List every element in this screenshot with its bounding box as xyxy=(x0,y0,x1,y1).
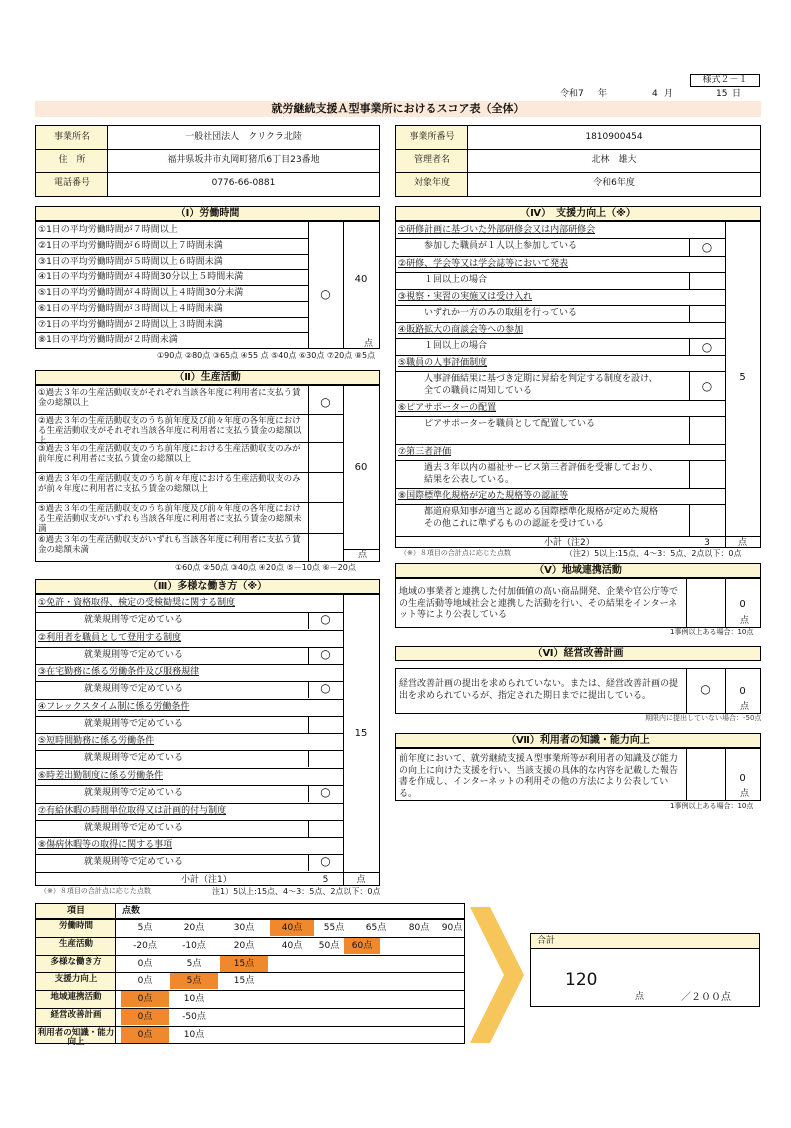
s4-item-sub: ピアサポーターを職員として配置している xyxy=(424,419,596,429)
total-value: 120 xyxy=(565,970,598,990)
summary-value: 15点 xyxy=(220,956,268,972)
s3-sub-line xyxy=(36,647,343,648)
summary-value: -10点 xyxy=(182,941,206,951)
s2-row: ⑤過去３年の生産活動収支のうち前年度及び前々年度の各年度における生産活動収支がいずれも当該各年度に利用者に支払う賃金の総額未満 xyxy=(38,504,302,535)
s3-subtotal-label: 小計（注1） xyxy=(181,875,232,885)
summary-value: 5点 xyxy=(186,959,202,969)
s1-row: ③1日の平均労働時間が５時間以上６時間未満 xyxy=(38,257,223,267)
s3-item-mark: ○ xyxy=(320,681,331,695)
summary-value: 65点 xyxy=(365,923,387,933)
s2-row-line xyxy=(36,533,343,534)
s4-table xyxy=(395,221,761,548)
s3-item-mark: ○ xyxy=(320,612,331,626)
s1-row: ⑦1日の平均労働時間が２時間以上３時間未満 xyxy=(38,320,223,330)
s1-unit: 点 xyxy=(364,339,374,349)
s3-item-sub: 就業規則等で定めている xyxy=(84,857,184,867)
address-label: 住 所 xyxy=(58,155,86,165)
s4-item-line xyxy=(396,289,725,290)
s3-item-line xyxy=(36,733,343,734)
summary-row-label: 労働時間 xyxy=(58,921,93,931)
s3-item-title: ①免許・資格取得、検定の受検勧奨に関する制度 xyxy=(38,598,236,608)
summary-row-line xyxy=(36,990,464,991)
s2-mark: ○ xyxy=(320,395,331,409)
year-label: 対象年度 xyxy=(413,178,450,188)
s3-item-line xyxy=(36,664,343,665)
summary-value: 40点 xyxy=(270,920,314,936)
page-title: 就労継続支援Ａ型事業所におけるスコア表（全体） xyxy=(35,101,761,117)
summary-col-item: 項目 xyxy=(66,906,85,916)
s4-item-line xyxy=(396,322,725,323)
s4-item-line xyxy=(396,444,725,445)
summary-value: 0点 xyxy=(137,976,153,986)
s3-item-line xyxy=(36,699,343,700)
s4-mark-col xyxy=(689,504,690,536)
s4-sub-line xyxy=(396,460,725,461)
manager: 北林 雄大 xyxy=(591,155,637,165)
s7-score: 0 xyxy=(739,773,746,784)
s3-table xyxy=(35,594,380,886)
s3-item-mark: ○ xyxy=(320,785,331,799)
s3-item-title: ⑦有給休暇の時間単位取得又は計画的付与制度 xyxy=(38,806,227,816)
s4-score: 5 xyxy=(739,372,746,383)
summary-value: 10点 xyxy=(183,994,205,1004)
s3-sub-line xyxy=(36,820,343,821)
total-max: ／２００点 xyxy=(681,992,731,1003)
s4-item-sub: １回以上の場合 xyxy=(424,341,488,351)
s5-score: 0 xyxy=(739,599,746,610)
s1-row: ①1日の平均労働時間が７時間以上 xyxy=(38,225,178,235)
s3-note-left: （※）８項目の合計点に応じた点数 xyxy=(40,887,151,895)
s3-sub-line xyxy=(36,750,343,751)
date-line xyxy=(560,89,750,101)
s1-table xyxy=(35,221,380,349)
summary-value: 90点 xyxy=(441,923,463,933)
s4-note-left: （※）８項目の合計点に応じた点数 xyxy=(400,549,511,557)
s1-row: ④1日の平均労働時間が４時間30分以上５時間未満 xyxy=(38,272,244,282)
s3-item-title: ⑧傷病休暇等の取得に関する事項 xyxy=(38,840,173,850)
s4-sub-line xyxy=(396,338,725,339)
s3-item-sub: 就業規則等で定めている xyxy=(84,753,184,763)
s3-mark-col xyxy=(308,750,309,767)
s3-item-title: ④フレックスタイム制に係る労働条件 xyxy=(38,702,190,712)
s4-item-sub: １回以上の場合 xyxy=(424,275,488,285)
s4-sub-line xyxy=(396,238,725,239)
s3-item-title: ⑤短時間勤務に係る労働条件 xyxy=(38,736,155,746)
s2-row-line xyxy=(36,502,343,503)
s1-row: ⑧1日の平均労働時間が２時間未満 xyxy=(38,335,178,345)
summary-value: 5点 xyxy=(170,973,218,989)
s3-sub-line xyxy=(36,681,343,682)
s4-item-sub: いずれか一方のみの取組を行っている xyxy=(424,308,578,318)
date-day-unit: 日 xyxy=(732,89,742,99)
s3-item-mark: ○ xyxy=(320,854,331,868)
s3-item-line xyxy=(36,837,343,838)
s1-row: ⑥1日の平均労働時間が３時間以上４時間未満 xyxy=(38,304,223,314)
s2-row: ②過去３年の生産活動収支のうち前年度及び前々年度の各年度における生産活動収支がそれぞれ当該各年度に利用者に支払う賃金の総額以上 xyxy=(38,416,302,447)
date-year-unit: 年 xyxy=(598,89,608,99)
summary-col-score: 点数 xyxy=(122,906,141,916)
s4-item-mark: ○ xyxy=(701,378,713,393)
s3-sub-line xyxy=(36,612,343,613)
s4-item-title: ⑥ピアサポーターの配置 xyxy=(398,403,497,413)
s6-note: 期限内に提出していない場合：-50点 xyxy=(645,714,762,722)
s4-item-sub: 都道府県知事が適当と認める国際標準化規格が定めた規格その他これに準ずるものの認証を受けている xyxy=(424,507,659,529)
s1-row-line xyxy=(36,238,308,239)
office-info-left xyxy=(35,125,380,197)
s4-item-title: ⑦第三者評価 xyxy=(398,447,452,457)
s2-score: 60 xyxy=(354,462,368,473)
s2-row: ③過去３年の生産活動収支のうち前年度における生産活動収支のみが前年度に利用者に支払う賃金の総額以上 xyxy=(38,444,301,465)
s4-subtotal-label: 小計（注2） xyxy=(544,538,595,548)
s2-row-line xyxy=(36,414,343,415)
s4-item-mark: ○ xyxy=(701,339,713,354)
total-unit: 点 xyxy=(635,992,645,1002)
summary-value: -50点 xyxy=(182,1012,206,1022)
s1-row: ②1日の平均労働時間が６時間以上７時間未満 xyxy=(38,241,223,251)
s1-row: ⑤1日の平均労働時間が４時間以上４時間30分未満 xyxy=(38,288,244,298)
s1-mark: ○ xyxy=(320,287,331,301)
s3-sub-line xyxy=(36,854,343,855)
summary-value: 20点 xyxy=(233,941,255,951)
office-no: 1810900454 xyxy=(585,132,643,142)
s4-sub-line xyxy=(396,416,725,417)
date-day: 15 xyxy=(716,89,728,99)
form-number: 様式２－１ xyxy=(690,74,760,87)
s5-text: 地域の事業者と連携した付加価値の高い商品開発、企業や官公庁等での生産活動等地域社会と連携した活動を行い、その結果をインターネット等により公表している xyxy=(399,587,679,621)
year: 令和6年度 xyxy=(593,178,635,188)
s6-unit: 点 xyxy=(740,702,750,712)
date-month-unit: 月 xyxy=(664,89,674,99)
summary-value: 60点 xyxy=(344,938,380,954)
s4-sub-line xyxy=(396,371,725,372)
s7-unit: 点 xyxy=(740,789,750,799)
s7-table xyxy=(395,748,761,801)
s4-item-line xyxy=(396,256,725,257)
summary-value: 0点 xyxy=(137,959,153,969)
office-no-label: 事業所番号 xyxy=(409,132,455,142)
summary-value: 15点 xyxy=(233,976,255,986)
s2-note: ①60点 ②50点 ③40点 ④20点 ⑤－10点 ⑥－20点 xyxy=(175,563,356,572)
s3-item-sub: 就業規則等で定めている xyxy=(84,788,184,798)
s3-note-right: 注1）5以上:15点、4～3：5点、2点以下：0点 xyxy=(212,887,381,896)
summary-row-label: 利用者の知識・能力向上 xyxy=(37,1028,115,1048)
s4-item-mark: ○ xyxy=(701,240,713,254)
s3-item-line xyxy=(36,630,343,631)
s3-item-title: ③在宅勤務に係る労働条件及び服務規律 xyxy=(38,667,200,677)
s4-item-line xyxy=(396,400,725,401)
s3-item-sub: 就業規則等で定めている xyxy=(84,684,184,694)
office-name-label: 事業所名 xyxy=(53,132,90,142)
s3-item-title: ⑥時差出勤制度に係る労働条件 xyxy=(38,771,164,781)
s4-item-title: ④販路拡大の商談会等への参加 xyxy=(398,325,524,335)
summary-value: 0点 xyxy=(121,1027,169,1043)
total-label: 合計 xyxy=(537,936,556,946)
s4-item-line xyxy=(396,488,725,489)
summary-value: 10点 xyxy=(183,1030,205,1040)
summary-value: 5点 xyxy=(137,923,153,933)
s1-note: ①90点 ②80点 ③65点 ④55 点 ⑤40点 ⑥30点 ⑦20点 ⑧5点 xyxy=(157,351,376,360)
summary-value: -20点 xyxy=(133,941,157,951)
s3-item-title: ②利用者を職員として登用する制度 xyxy=(38,633,182,643)
s4-item-title: ①研修計画に基づいた外部研修会又は内部研修会 xyxy=(398,225,596,235)
s1-row-line xyxy=(36,254,308,255)
s2-row-line xyxy=(36,472,343,473)
s4-item-title: ⑧国際標準化規格が定めた規格等の認証等 xyxy=(398,491,569,501)
s3-item-sub: 就業規則等で定めている xyxy=(84,650,184,660)
summary-value: 40点 xyxy=(281,941,303,951)
s5-note: 1事例以上ある場合：10点 xyxy=(670,628,754,636)
summary-row-line xyxy=(36,1026,464,1027)
s2-table xyxy=(35,385,380,562)
s1-score: 40 xyxy=(354,274,368,285)
s5-unit: 点 xyxy=(740,616,750,626)
summary-row-label: 多様な働き方 xyxy=(50,957,102,967)
s3-item-mark: ○ xyxy=(320,647,331,661)
phone-label: 電話番号 xyxy=(53,178,90,188)
arrow-right-icon xyxy=(468,905,526,1045)
summary-value: 20点 xyxy=(183,923,205,933)
s4-subtotal: 3 xyxy=(704,538,710,548)
summary-value: 0点 xyxy=(121,991,169,1007)
summary-row-label: 経営改善計画 xyxy=(50,1010,102,1020)
s2-header: （Ⅱ）生産活動 xyxy=(35,370,380,385)
summary-value: 30点 xyxy=(233,923,255,933)
s3-unit: 点 xyxy=(356,875,366,885)
s4-sub-line xyxy=(396,272,725,273)
s3-subtotal: 5 xyxy=(322,875,329,885)
s1-row-line xyxy=(36,285,308,286)
total-box xyxy=(530,933,760,1007)
s3-header: （Ⅲ）多様な働き方（※） xyxy=(35,579,380,594)
summary-value: 55点 xyxy=(323,923,345,933)
s2-row: ④過去３年の生産活動収支のうち前々年度における生産活動収支のみが前々年度に利用者に支払う賃金の総額以上 xyxy=(38,474,301,495)
s4-sub-line xyxy=(396,504,725,505)
s4-item-title: ②研修、学会等又は学会誌等において発表 xyxy=(398,259,569,269)
s1-row-line xyxy=(36,301,308,302)
s3-mark-col xyxy=(308,820,309,837)
summary-row-label: 支援力向上 xyxy=(54,974,98,984)
summary-row-label: 生産活動 xyxy=(58,939,93,949)
summary-row-line xyxy=(36,1008,464,1009)
s2-unit: 点 xyxy=(358,550,368,560)
s3-sub-line xyxy=(36,716,343,717)
phone: 0776-66-0881 xyxy=(211,178,276,188)
summary-value: 80点 xyxy=(408,923,430,933)
s4-item-title: ③視察・実習の実施又は受け入れ xyxy=(398,292,533,302)
s7-text: 前年度において、就労継続支援Ａ型事業所等が利用者の知識及び能力の向上に向けた支援を行い、当該支援の具体的な内容を記載した報告書を作成し、インターネットの利用その他の方法により公表している。 xyxy=(399,754,679,800)
s4-item-title: ⑤職員の人事評価制度 xyxy=(398,358,488,368)
summary-row-label: 地域連携活動 xyxy=(50,992,102,1002)
s4-header: （Ⅳ） 支援力向上（※） xyxy=(395,206,761,221)
s6-score: 0 xyxy=(739,686,746,697)
s4-note-right: （注2）5以上:15点、4～3：5点、2点以下：0点 xyxy=(565,549,742,558)
s6-mark: ○ xyxy=(700,682,711,696)
s1-row-line xyxy=(36,317,308,318)
s2-row-line xyxy=(36,442,343,443)
s3-item-sub: 就業規則等で定めている xyxy=(84,719,184,729)
s1-header: （Ⅰ）労働時間 xyxy=(35,206,380,221)
summary-table xyxy=(35,903,465,1048)
s4-sub-line xyxy=(396,305,725,306)
s4-item-sub: 過去３年以内の福祉サービス第三者評価を受審しており、結果を公表している。 xyxy=(424,463,659,485)
s4-item-sub: 人事評価結果に基づき定期に昇給を判定する制度を設け、全ての職員に周知している xyxy=(424,374,658,396)
manager-label: 管理者名 xyxy=(413,155,450,165)
s4-mark-col xyxy=(689,460,690,488)
s4-unit: 点 xyxy=(737,538,747,548)
s2-row: ⑥過去３年の生産活動収支がいずれも当該各年度に利用者に支払う賃金の総額未満 xyxy=(38,535,301,556)
s7-header: （Ⅶ）利用者の知識・能力向上 xyxy=(395,733,761,748)
office-name: 一般社団法人 クリクラ北陸 xyxy=(185,132,302,142)
s6-text: 経営改善計画の提出を求められていない。または、経営改善計画の提出を求められているが、指定された期日までに提出している。 xyxy=(399,679,679,701)
s3-item-line xyxy=(36,803,343,804)
address: 福井県坂井市丸岡町猪爪6丁目23番地 xyxy=(167,155,320,165)
s4-mark-col xyxy=(689,305,690,322)
s3-item-sub: 就業規則等で定めている xyxy=(84,823,184,833)
date-month: 4 xyxy=(652,89,658,99)
s3-score: 15 xyxy=(354,728,368,739)
s3-sub-line xyxy=(36,785,343,786)
office-info-right xyxy=(395,125,761,197)
summary-value: 0点 xyxy=(121,1009,169,1025)
date-era: 令和7 xyxy=(560,89,584,99)
summary-value: 50点 xyxy=(318,941,340,951)
s5-header: （Ⅴ）地域連携活動 xyxy=(395,563,761,578)
s4-item-sub: 参加した職員が１人以上参加している xyxy=(424,241,578,251)
s3-item-line xyxy=(36,768,343,769)
s1-row-line xyxy=(36,269,308,270)
s7-note: 1事例以上ある場合：10点 xyxy=(670,802,754,810)
s6-table xyxy=(395,668,761,714)
s5-table xyxy=(395,578,761,628)
s4-mark-col xyxy=(689,272,690,289)
s3-mark-col xyxy=(308,716,309,733)
s1-row-line xyxy=(36,332,308,333)
s6-header: （Ⅵ）経営改善計画 xyxy=(395,646,761,661)
s4-mark-col xyxy=(689,416,690,444)
s2-row: ①過去３年の生産活動収支がそれぞれ当該各年度に利用者に支払う賃金の総額以上 xyxy=(38,388,301,409)
s4-item-line xyxy=(396,355,725,356)
s3-item-sub: 就業規則等で定めている xyxy=(84,615,184,625)
